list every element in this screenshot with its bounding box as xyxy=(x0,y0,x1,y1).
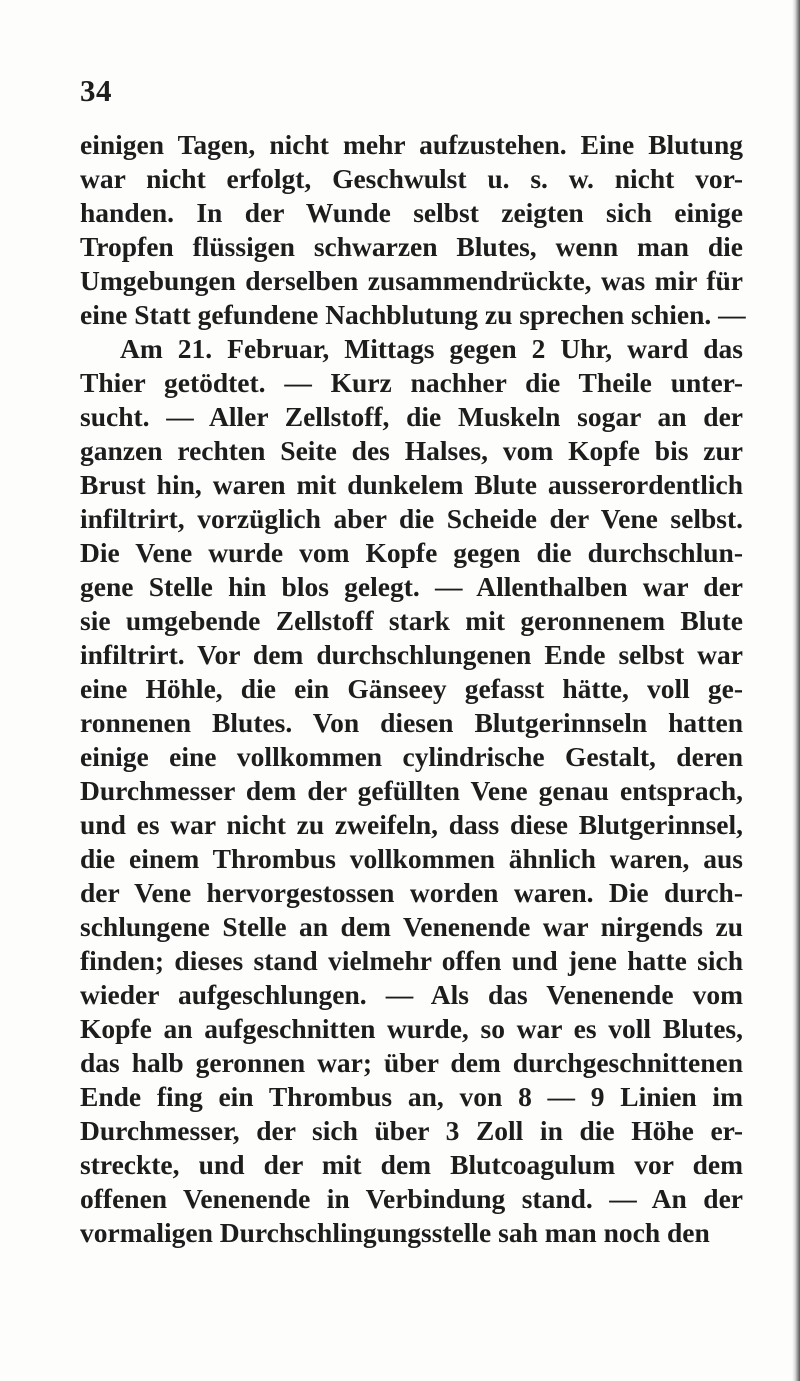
page-number: 34 xyxy=(80,73,112,108)
text-line: offenen Venenende in Verbindung stand. — An der xyxy=(80,1183,743,1214)
text-line: war nicht erfolgt, Geschwulst u. s. w. nicht vor- xyxy=(80,163,743,194)
body-text xyxy=(80,128,746,1250)
text-line: eine Statt gefundene Nachblutung zu sprechen schien. — xyxy=(80,299,746,330)
text-line: das halb geronnen war; über dem durchgeschnittenen xyxy=(80,1047,743,1078)
text-line: einige eine vollkommen cylindrische Gestalt, deren xyxy=(80,741,743,772)
text-line: Thier getödtet. — Kurz nachher die Theile unter- xyxy=(80,367,743,398)
text-line: schlungene Stelle an dem Venenende war nirgends zu xyxy=(80,911,743,942)
text-line: vormaligen Durchschlingungsstelle sah man noch den xyxy=(80,1217,710,1248)
text-line: Umgebungen derselben zusammendrückte, was mir für xyxy=(80,265,743,296)
text-line: Tropfen flüssigen schwarzen Blutes, wenn man die xyxy=(80,231,743,262)
text-line: eine Höhle, die ein Gänseey gefasst hätte, voll ge- xyxy=(80,673,743,704)
text-line: ganzen rechten Seite des Halses, vom Kopfe bis zur xyxy=(80,435,743,466)
text-line: Kopfe an aufgeschnitten wurde, so war es voll Blutes, xyxy=(80,1013,743,1044)
text-line: streckte, und der mit dem Blutcoagulum vor dem xyxy=(80,1149,743,1180)
text-line: wieder aufgeschlungen. — Als das Venenende vom xyxy=(80,979,743,1010)
text-line: infiltrirt. Vor dem durchschlungenen Ende selbst war xyxy=(80,639,743,670)
text-line: gene Stelle hin blos gelegt. — Allenthalben war der xyxy=(80,571,743,602)
text-line: Brust hin, waren mit dunkelem Blute ausserordentlich xyxy=(80,469,743,500)
text-line: Durchmesser dem der gefüllten Vene genau entsprach, xyxy=(80,775,743,806)
text-line: Am 21. Februar, Mittags gegen 2 Uhr, ward das xyxy=(120,333,743,364)
text-line: sie umgebende Zellstoff stark mit geronnenem Blute xyxy=(80,605,743,636)
text-line: einigen Tagen, nicht mehr aufzustehen. Eine Blutung xyxy=(80,129,743,160)
text-line: finden; dieses stand vielmehr offen und jene hatte sich xyxy=(80,945,743,976)
text-line: Ende fing ein Thrombus an, von 8 — 9 Linien im xyxy=(80,1081,743,1112)
text-line: Die Vene wurde vom Kopfe gegen die durchschlun- xyxy=(80,537,743,568)
text-line: die einem Thrombus vollkommen ähnlich waren, aus xyxy=(80,843,743,874)
text-line: ronnenen Blutes. Von diesen Blutgerinnseln hatten xyxy=(80,707,743,738)
text-line: handen. In der Wunde selbst zeigten sich einige xyxy=(80,197,743,228)
text-line: der Vene hervorgestossen worden waren. Die durch- xyxy=(80,877,743,908)
text-line: Durchmesser, der sich über 3 Zoll in die Höhe er- xyxy=(80,1115,743,1146)
text-line: infiltrirt, vorzüglich aber die Scheide der Vene selbst. xyxy=(80,503,743,534)
text-line: sucht. — Aller Zellstoff, die Muskeln sogar an der xyxy=(80,401,743,432)
page-edge-shadow xyxy=(792,0,800,1381)
text-line: und es war nicht zu zweifeln, dass diese Blutgerinnsel, xyxy=(80,809,743,840)
